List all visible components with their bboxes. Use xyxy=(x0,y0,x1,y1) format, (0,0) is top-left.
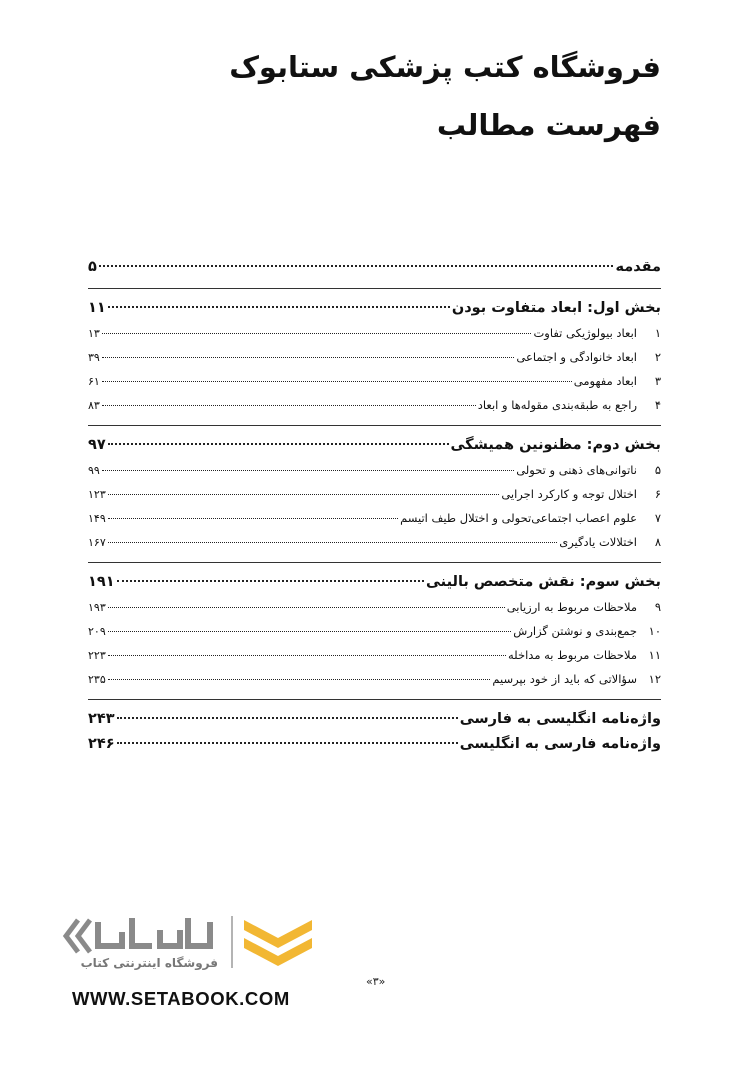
toc-chapter xyxy=(88,530,661,554)
dot-leader xyxy=(108,607,505,608)
chapter-title: ابعاد بیولوژیکی تفاوت xyxy=(533,326,637,340)
toc-entry-label: بخش سوم: نقش متخصص بالینی xyxy=(426,574,661,590)
chapter-title: اختلال توجه و کارکرد اجرایی xyxy=(501,487,637,501)
chapter-number: ۱۱ xyxy=(648,648,661,662)
toc-entry-label: واژه‌نامه انگلیسی به فارسی xyxy=(459,711,661,727)
toc-chapter xyxy=(88,506,661,530)
chapter-number: ۸ xyxy=(654,535,661,549)
toc-chapter xyxy=(88,393,661,417)
chapter-page: ۱۴۹ xyxy=(88,512,106,525)
chapter-number: ۱۲ xyxy=(648,672,661,686)
dot-leader xyxy=(108,443,449,445)
toc-part-2 xyxy=(88,425,661,554)
chapter-page: ۱۹۳ xyxy=(88,601,106,614)
chapter-page: ۲۳۵ xyxy=(88,673,106,686)
chapter-page: ۱۶۷ xyxy=(88,536,106,549)
table-of-contents xyxy=(88,255,661,757)
chapter-title: ملاحظات مربوط به مداخله xyxy=(508,648,637,662)
toc-entry-page: ۱۱ xyxy=(88,300,106,316)
page-number: «۳» xyxy=(366,975,386,988)
toc-entry-page: ۲۴۳ xyxy=(88,711,115,727)
chapter-number: ۵ xyxy=(654,463,661,477)
chapter-page: ۸۳ xyxy=(88,399,100,412)
chapter-number: ۱۰ xyxy=(648,624,661,638)
logo-subtitle: فروشگاه اینترنتی کتاب xyxy=(80,956,218,970)
dot-leader xyxy=(102,470,514,471)
toc-entry-page: ۱۹۱ xyxy=(88,574,115,590)
toc-chapter xyxy=(88,619,661,643)
chapter-page: ۳۹ xyxy=(88,351,100,364)
chapter-number: ۹ xyxy=(654,600,661,614)
toc-chapter xyxy=(88,369,661,393)
toc-entry-label: مقدمه xyxy=(615,259,661,275)
toc-title: فهرست مطالب xyxy=(436,108,661,142)
shop-title: فروشگاه کتب پزشکی ستابوک xyxy=(229,50,661,84)
chapter-title: سؤالاتی که باید از خود بپرسیم xyxy=(492,672,637,686)
toc-entry-label: بخش اول: ابعاد متفاوت بودن xyxy=(451,300,661,316)
chapter-number: ۳ xyxy=(654,374,661,388)
dot-leader xyxy=(102,381,572,382)
toc-chapter xyxy=(88,482,661,506)
dot-leader xyxy=(108,306,450,308)
dot-leader xyxy=(108,679,491,680)
toc-glossary-entry xyxy=(88,707,661,732)
toc-chapter xyxy=(88,595,661,619)
dot-leader xyxy=(108,494,500,495)
dot-leader xyxy=(102,405,476,406)
dot-leader xyxy=(108,655,506,656)
toc-chapter xyxy=(88,321,661,345)
dot-leader xyxy=(117,580,424,582)
toc-chapter xyxy=(88,643,661,667)
dot-leader xyxy=(108,631,512,632)
chapter-page: ۱۳ xyxy=(88,327,100,340)
toc-entry-label: واژه‌نامه فارسی به انگلیسی xyxy=(459,736,661,752)
toc-part-3 xyxy=(88,562,661,691)
chapter-page: ۶۱ xyxy=(88,375,100,388)
toc-glossary-entry xyxy=(88,732,661,757)
chapter-page: ۲۰۹ xyxy=(88,625,106,638)
chapter-title: اختلالات یادگیری xyxy=(559,535,637,549)
chapter-title: ابعاد مفهومی xyxy=(573,374,637,388)
toc-glossaries xyxy=(88,699,661,757)
dot-leader xyxy=(102,357,515,358)
chapter-page: ۹۹ xyxy=(88,464,100,477)
chapter-number: ۱ xyxy=(654,326,661,340)
toc-chapter xyxy=(88,458,661,482)
dot-leader xyxy=(108,518,398,519)
toc-part-1 xyxy=(88,288,661,417)
toc-entry-page: ۵ xyxy=(88,259,97,275)
toc-part-heading xyxy=(88,296,661,321)
toc-part-heading xyxy=(88,433,661,458)
toc-chapter xyxy=(88,667,661,691)
toc-chapter xyxy=(88,345,661,369)
chapter-number: ۴ xyxy=(654,398,661,412)
chapter-page: ۲۲۳ xyxy=(88,649,106,662)
dot-leader xyxy=(102,333,532,334)
dot-leader xyxy=(108,542,557,543)
toc-entry-page: ۹۷ xyxy=(88,437,106,453)
dot-leader xyxy=(99,265,614,267)
chapter-title: راجع به طبقه‌بندی مقوله‌ها و ابعاد xyxy=(477,398,637,412)
chapter-number: ۲ xyxy=(654,350,661,364)
toc-entry-intro xyxy=(88,255,661,280)
chapter-title: ابعاد خانوادگی و اجتماعی xyxy=(516,350,637,364)
chapter-page: ۱۲۳ xyxy=(88,488,106,501)
dot-leader xyxy=(117,717,458,719)
dot-leader xyxy=(117,742,458,744)
website-url: WWW.SETABOOK.COM xyxy=(72,988,290,1009)
chapter-title: ملاحظات مربوط به ارزیابی xyxy=(506,600,637,614)
toc-entry-page: ۲۴۶ xyxy=(88,736,115,752)
chapter-title: جمع‌بندی و نوشتن گزارش xyxy=(513,624,637,638)
chapter-number: ۶ xyxy=(654,487,661,501)
chapter-number: ۷ xyxy=(654,511,661,525)
toc-part-heading xyxy=(88,570,661,595)
chapter-title: علوم اعصاب اجتماعی‌تحولی و اختلال طیف اتیسم xyxy=(400,511,637,525)
chapter-title: ناتوانی‌های ذهنی و تحولی xyxy=(516,463,637,477)
toc-entry-label: بخش دوم: مظنونین همیشگی xyxy=(450,437,661,453)
